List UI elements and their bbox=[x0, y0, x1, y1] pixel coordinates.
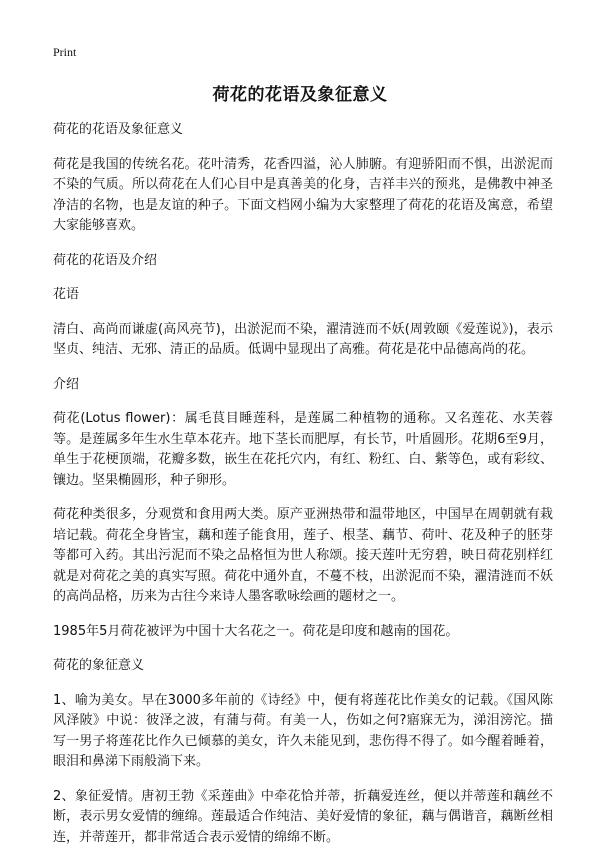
paragraph: 1985年5月荷花被评为中国十大名花之一。荷花是印度和越南的国花。 bbox=[53, 623, 459, 639]
paragraph: 清白、高尚而谦虚(高风亮节)，出淤泥而不染，濯清涟而不妖(周敦颐《爱莲说》)，表示坚贞、纯洁、无邪、清正的品质。低调中显现出了高雅。荷花是花中品德高尚的花。 bbox=[53, 321, 553, 357]
subsection-heading: 介绍 bbox=[53, 376, 80, 392]
paragraph: 2、象征爱情。唐初王勃《采莲曲》中牵花恰并蒂，折藕爱连丝，便以并蒂莲和藕丝不断，表示男女爱情的缠绵。莲最适合作纯洁、美好爱情的象征，藕与偶谐音，藕断丝相连，并蒂莲开，都非常适合表示爱情的绵绵不断。 bbox=[53, 788, 553, 845]
subsection-heading: 花语 bbox=[53, 287, 80, 302]
paragraph: 荷花种类很多，分观赏和食用两大类。原产亚洲热带和温带地区，中国早在周朝就有栽培记载。荷花全身皆宝，藕和莲子能食用，莲子、根茎、藕节、荷叶、花及种子的胚芽等都可入药。其出污泥而不染之品格恒为世人称颂。接天莲叶无穷碧，映日荷花别样红就是对荷花之美的真实写照。荷花中通外直，不蔓不枝，出淤泥而不染，濯清涟而不妖的高尚品格，历来为古往今来诗人墨客歌咏绘画的题材之一。 bbox=[53, 507, 553, 604]
paragraph: 1、喻为美女。早在3000多年前的《诗经》中，便有将莲花比作美女的记载。《国风陈风泽陂》中说：彼泽之波，有蒲与荷。有美一人，伤如之何?寤寐无为，涕泪滂沱。描写一男子将莲花比作久已倾慕的美女，许久未能见到，悲伤得不得了。如今醒着睡着，眼泪和鼻涕下雨般淌下来。 bbox=[53, 692, 553, 769]
page-title: 荷花的花语及象征意义 bbox=[212, 85, 388, 105]
print-link[interactable]: Print bbox=[53, 45, 77, 59]
paragraph: 荷花(Lotus flower)：属毛茛目睡莲科，是莲属二种植物的通称。又名莲花、水芙蓉等。是莲属多年生水生草本花卉。地下茎长而肥厚，有长节，叶盾圆形。花期6至9月，单生于花梗顶端，花瓣多数，嵌生在花托穴内，有红、粉红、白、紫等色，或有彩纹、镶边。坚果椭圆形，种子卵形。 bbox=[53, 411, 553, 488]
article-body bbox=[53, 120, 553, 862]
section-heading: 荷花的象征意义 bbox=[53, 658, 145, 673]
section-heading: 荷花的花语及介绍 bbox=[53, 252, 158, 268]
section-heading: 荷花的花语及象征意义 bbox=[53, 122, 184, 137]
paragraph: 荷花是我国的传统名花。花叶清秀，花香四溢，沁人肺腑。有迎骄阳而不惧，出淤泥而不染的气质。所以荷花在人们心目中是真善美的化身，吉祥丰兴的预兆，是佛教中神圣净洁的名物，也是友谊的种子。下面文档网小编为大家整理了荷花的花语及寓意，希望大家能够喜欢。 bbox=[53, 156, 553, 233]
